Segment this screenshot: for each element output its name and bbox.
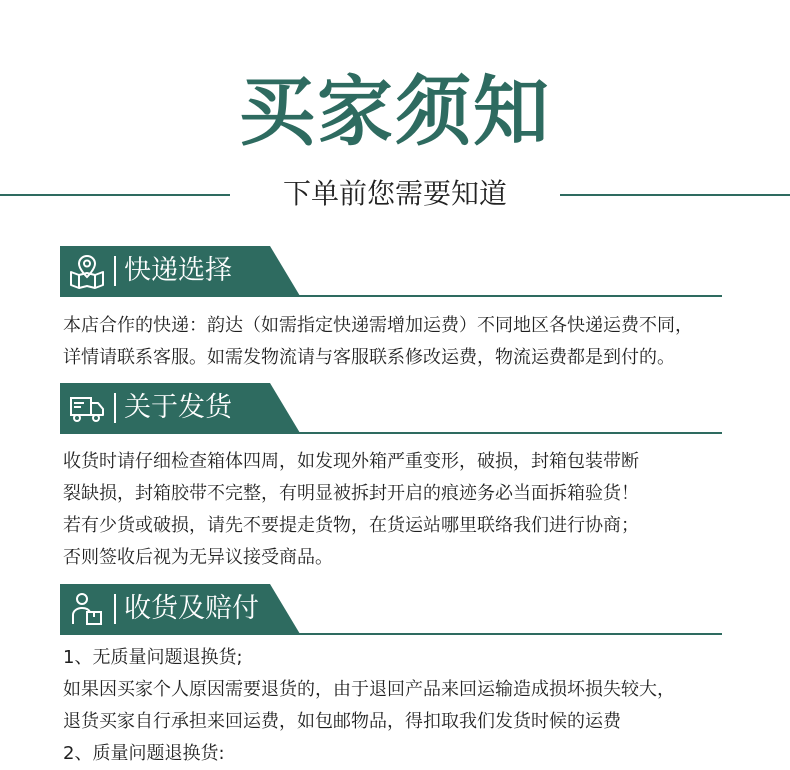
text-line: 1、无质量问题退换货; <box>63 647 243 668</box>
text-line: 本店合作的快递：韵达（如需指定快递需增加运费）不同地区各快递运费不同， <box>63 315 693 336</box>
text-line: 退货买家自行承担来回运费，如包邮物品，得扣取我们发货时候的运费 <box>63 711 621 732</box>
text-line: 如果因买家个人原因需要退货的，由于退回产品来回运输造成损坏损失较大， <box>63 679 675 700</box>
section-body-receipt <box>63 642 753 770</box>
page-title: 买家须知 <box>239 67 551 156</box>
section-body-delivery <box>63 310 753 374</box>
divider-right <box>560 194 790 196</box>
text-line: 裂缺损，封箱胶带不完整，有明显被拆封开启的痕迹务必当面拆箱验货！ <box>63 483 639 504</box>
truck-icon <box>68 389 106 427</box>
text-line: 详情请联系客服。如需发物流请与客服联系修改运费，物流运费都是到付的。 <box>63 347 675 368</box>
page-subtitle: 下单前您需要知道 <box>282 177 507 210</box>
section-heading: 收货及赔付 <box>124 593 259 624</box>
section-header-receipt <box>60 584 722 636</box>
text-line: 若有少货或破损，请先不要提走货物，在货运站哪里联络我们进行协商； <box>63 515 639 536</box>
section-heading: 关于发货 <box>124 392 232 423</box>
icon-separator <box>114 393 116 423</box>
divider-left <box>0 194 230 196</box>
icon-separator <box>114 594 116 624</box>
text-line: 2、质量问题退换货: <box>63 743 225 764</box>
map-pin-icon <box>68 252 106 290</box>
courier-icon <box>68 590 106 628</box>
section-heading: 快递选择 <box>124 255 232 286</box>
text-line: 收货时请仔细检查箱体四周，如发现外箱严重变形，破损，封箱包装带断 <box>63 451 639 472</box>
text-line: 否则签收后视为无异议接受商品。 <box>63 547 333 568</box>
subtitle-row <box>0 172 790 216</box>
section-header-delivery <box>60 246 722 298</box>
section-body-shipping <box>63 446 753 574</box>
section-header-shipping <box>60 383 722 435</box>
icon-separator <box>114 256 116 286</box>
